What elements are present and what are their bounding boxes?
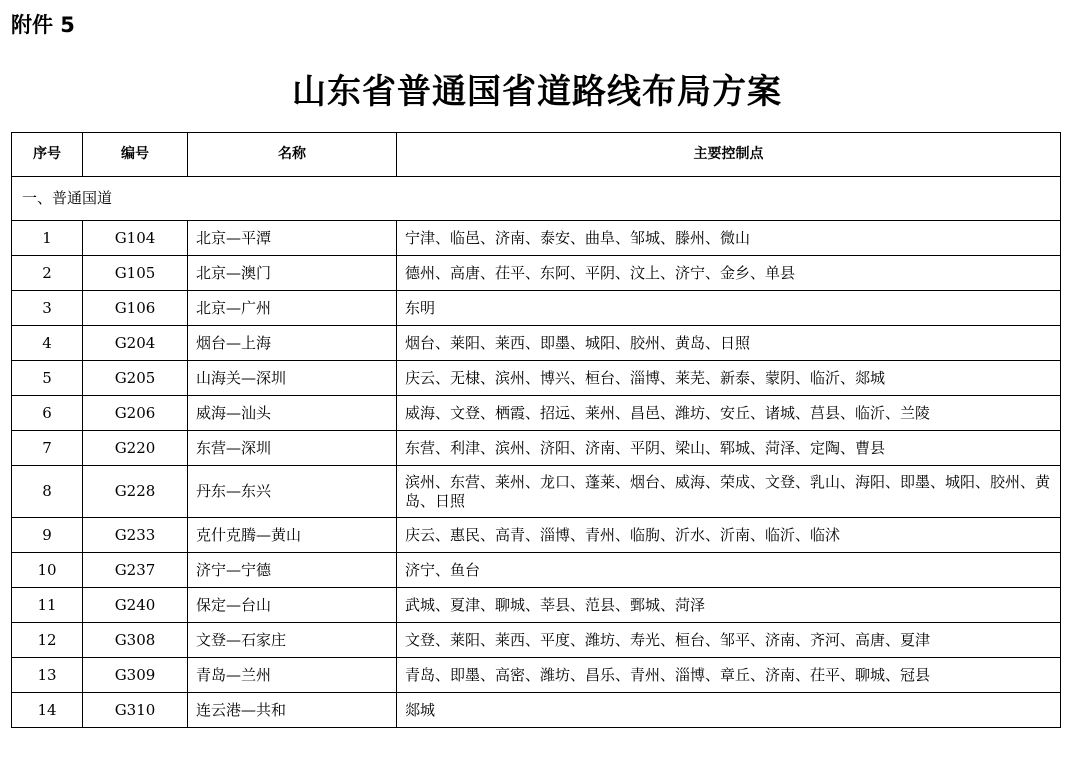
- table-row: [12, 361, 1061, 396]
- table-row: [12, 291, 1061, 326]
- document-title: 山东省普通国省道路线布局方案: [292, 72, 782, 112]
- row-name: 克什克腾—黄山: [188, 518, 397, 553]
- row-control-points: 滨州、东营、莱州、龙口、蓬莱、烟台、威海、荣成、文登、乳山、海阳、即墨、城阳、胶州、黄岛、日照: [397, 466, 1061, 518]
- row-control-points: 烟台、莱阳、莱西、即墨、城阳、胶州、黄岛、日照: [397, 326, 1061, 361]
- row-code: G240: [83, 588, 188, 623]
- row-control-points: 青岛、即墨、高密、潍坊、昌乐、青州、淄博、章丘、济南、茌平、聊城、冠县: [397, 658, 1061, 693]
- row-name: 保定—台山: [188, 588, 397, 623]
- row-name: 北京—广州: [188, 291, 397, 326]
- row-index: 10: [12, 553, 83, 588]
- table-row: [12, 693, 1061, 728]
- row-name: 烟台—上海: [188, 326, 397, 361]
- row-name: 济宁—宁德: [188, 553, 397, 588]
- col-header-index: 序号: [12, 133, 83, 177]
- table-row: [12, 623, 1061, 658]
- row-control-points: 济宁、鱼台: [397, 553, 1061, 588]
- table-row: [12, 553, 1061, 588]
- row-control-points: 德州、高唐、茌平、东阿、平阴、汶上、济宁、金乡、单县: [397, 256, 1061, 291]
- row-control-points: 武城、夏津、聊城、莘县、范县、鄄城、菏泽: [397, 588, 1061, 623]
- row-index: 5: [12, 361, 83, 396]
- route-table: [11, 132, 1061, 728]
- table-row: [12, 466, 1061, 518]
- row-control-points: 庆云、无棣、滨州、博兴、桓台、淄博、莱芜、新泰、蒙阴、临沂、郯城: [397, 361, 1061, 396]
- row-code: G205: [83, 361, 188, 396]
- row-index: 4: [12, 326, 83, 361]
- row-code: G105: [83, 256, 188, 291]
- table-row: [12, 221, 1061, 256]
- row-name: 丹东—东兴: [188, 466, 397, 518]
- row-index: 9: [12, 518, 83, 553]
- row-control-points: 威海、文登、栖霞、招远、莱州、昌邑、潍坊、安丘、诸城、莒县、临沂、兰陵: [397, 396, 1061, 431]
- section-label: 一、普通国道: [12, 177, 1061, 221]
- row-code: G310: [83, 693, 188, 728]
- section-row: [12, 177, 1061, 221]
- row-code: G237: [83, 553, 188, 588]
- row-name: 北京—澳门: [188, 256, 397, 291]
- col-header-control-points: 主要控制点: [397, 133, 1061, 177]
- row-name: 山海关—深圳: [188, 361, 397, 396]
- table-header-row: [12, 133, 1061, 177]
- row-index: 2: [12, 256, 83, 291]
- row-index: 12: [12, 623, 83, 658]
- row-name: 青岛—兰州: [188, 658, 397, 693]
- row-index: 3: [12, 291, 83, 326]
- row-code: G233: [83, 518, 188, 553]
- row-name: 连云港—共和: [188, 693, 397, 728]
- row-control-points: 宁津、临邑、济南、泰安、曲阜、邹城、滕州、微山: [397, 221, 1061, 256]
- row-name: 北京—平潭: [188, 221, 397, 256]
- row-code: G106: [83, 291, 188, 326]
- table-row: [12, 518, 1061, 553]
- row-index: 7: [12, 431, 83, 466]
- row-name: 东营—深圳: [188, 431, 397, 466]
- table-row: [12, 588, 1061, 623]
- row-control-points: 庆云、惠民、高青、淄博、青州、临朐、沂水、沂南、临沂、临沭: [397, 518, 1061, 553]
- row-code: G220: [83, 431, 188, 466]
- row-index: 6: [12, 396, 83, 431]
- row-control-points: 东明: [397, 291, 1061, 326]
- row-index: 13: [12, 658, 83, 693]
- table-row: [12, 256, 1061, 291]
- row-index: 1: [12, 221, 83, 256]
- row-code: G308: [83, 623, 188, 658]
- col-header-name: 名称: [188, 133, 397, 177]
- table-row: [12, 431, 1061, 466]
- attachment-label: 附件 5: [11, 13, 75, 37]
- row-control-points: 文登、莱阳、莱西、平度、潍坊、寿光、桓台、邹平、济南、齐河、高唐、夏津: [397, 623, 1061, 658]
- row-code: G104: [83, 221, 188, 256]
- row-name: 文登—石家庄: [188, 623, 397, 658]
- row-control-points: 东营、利津、滨州、济阳、济南、平阴、梁山、郓城、菏泽、定陶、曹县: [397, 431, 1061, 466]
- row-code: G309: [83, 658, 188, 693]
- col-header-code: 编号: [83, 133, 188, 177]
- table-row: [12, 326, 1061, 361]
- row-index: 14: [12, 693, 83, 728]
- table-row: [12, 396, 1061, 431]
- row-index: 8: [12, 466, 83, 518]
- table-row: [12, 658, 1061, 693]
- row-code: G204: [83, 326, 188, 361]
- row-code: G206: [83, 396, 188, 431]
- row-index: 11: [12, 588, 83, 623]
- row-code: G228: [83, 466, 188, 518]
- row-control-points: 郯城: [397, 693, 1061, 728]
- row-name: 威海—汕头: [188, 396, 397, 431]
